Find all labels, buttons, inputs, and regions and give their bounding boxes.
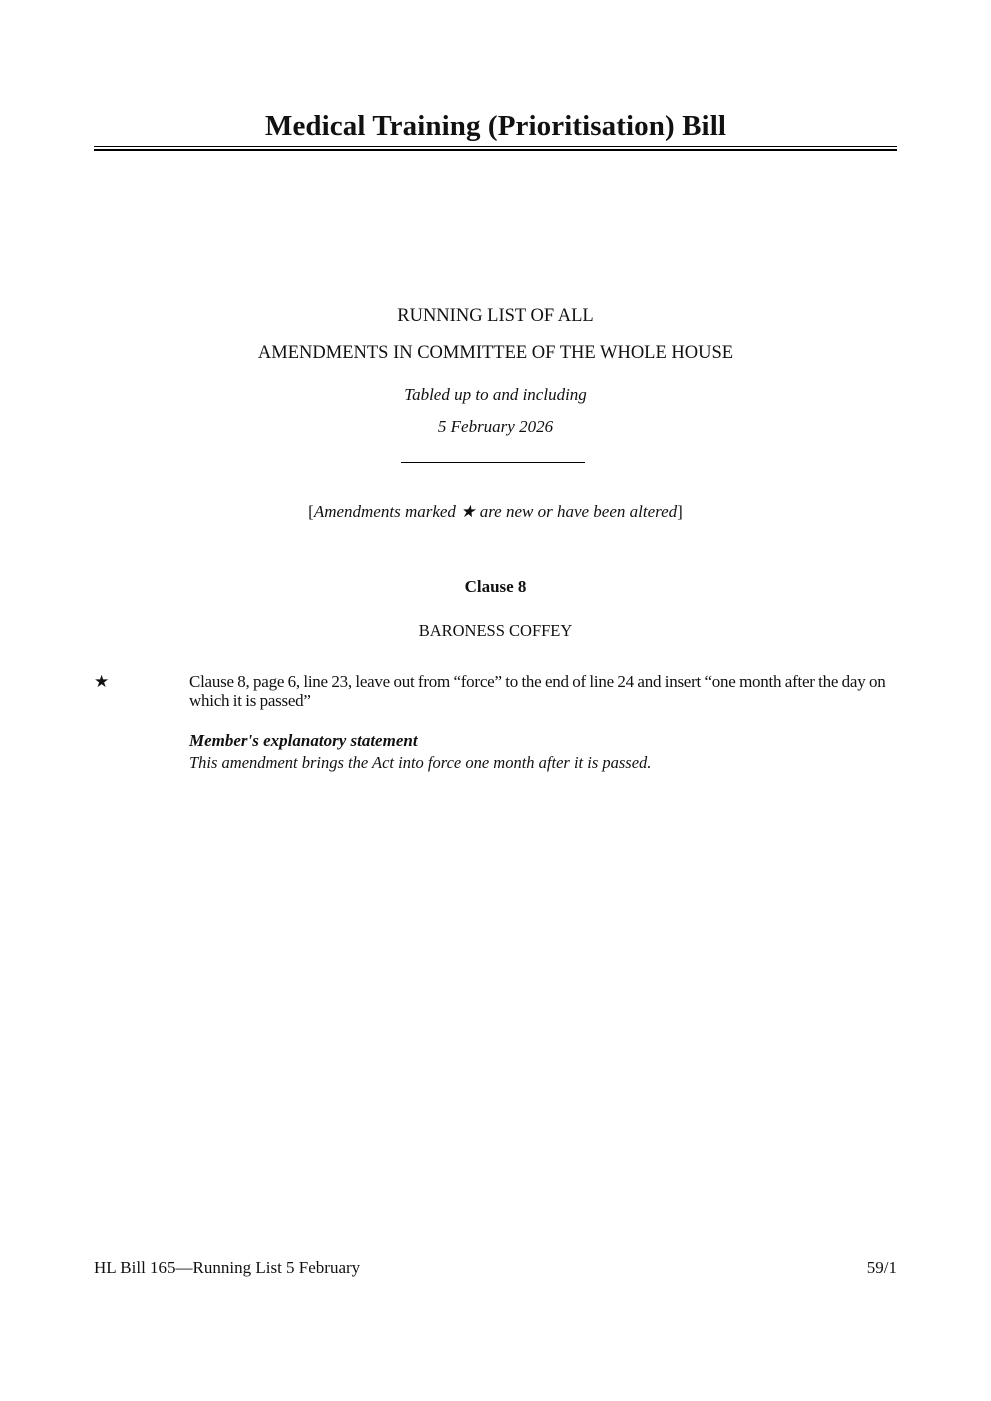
footer-page-number: 59/1 bbox=[866, 1258, 897, 1277]
clause-heading: Clause 8 bbox=[464, 577, 527, 596]
note-close-bracket: ] bbox=[677, 502, 683, 521]
member-name: BARONESS COFFEY bbox=[418, 621, 573, 640]
note-text-after: are new or have been altered bbox=[475, 502, 678, 521]
section-divider bbox=[401, 462, 585, 463]
note-text-before: Amendments marked bbox=[313, 502, 461, 521]
footer-bill-reference: HL Bill 165—Running List 5 February bbox=[94, 1258, 361, 1277]
amendments-note bbox=[94, 501, 897, 523]
title-rule-thin bbox=[94, 146, 897, 147]
tabled-date: 5 February 2026 bbox=[437, 417, 554, 436]
bill-title: Medical Training (Prioritisation) Bill bbox=[264, 110, 727, 142]
explanatory-statement-heading: Member's explanatory statement bbox=[189, 731, 418, 750]
star-icon: ★ bbox=[94, 672, 110, 691]
explanatory-statement-text: This amendment brings the Act into force one month after it is passed. bbox=[189, 753, 652, 772]
amendment-text: Clause 8, page 6, line 23, leave out from “force” to the end of line 24 and insert “one month after the day on which it is passed” bbox=[189, 672, 886, 710]
title-rule-thick bbox=[94, 149, 897, 151]
tabled-line1: Tabled up to and including bbox=[404, 385, 587, 404]
note-open-bracket: [ bbox=[308, 502, 314, 521]
list-heading-line2: AMENDMENTS IN COMMITTEE OF THE WHOLE HOUSE bbox=[257, 343, 734, 363]
list-heading-line1: RUNNING LIST OF ALL bbox=[397, 306, 594, 326]
star-icon: ★ bbox=[460, 502, 476, 521]
